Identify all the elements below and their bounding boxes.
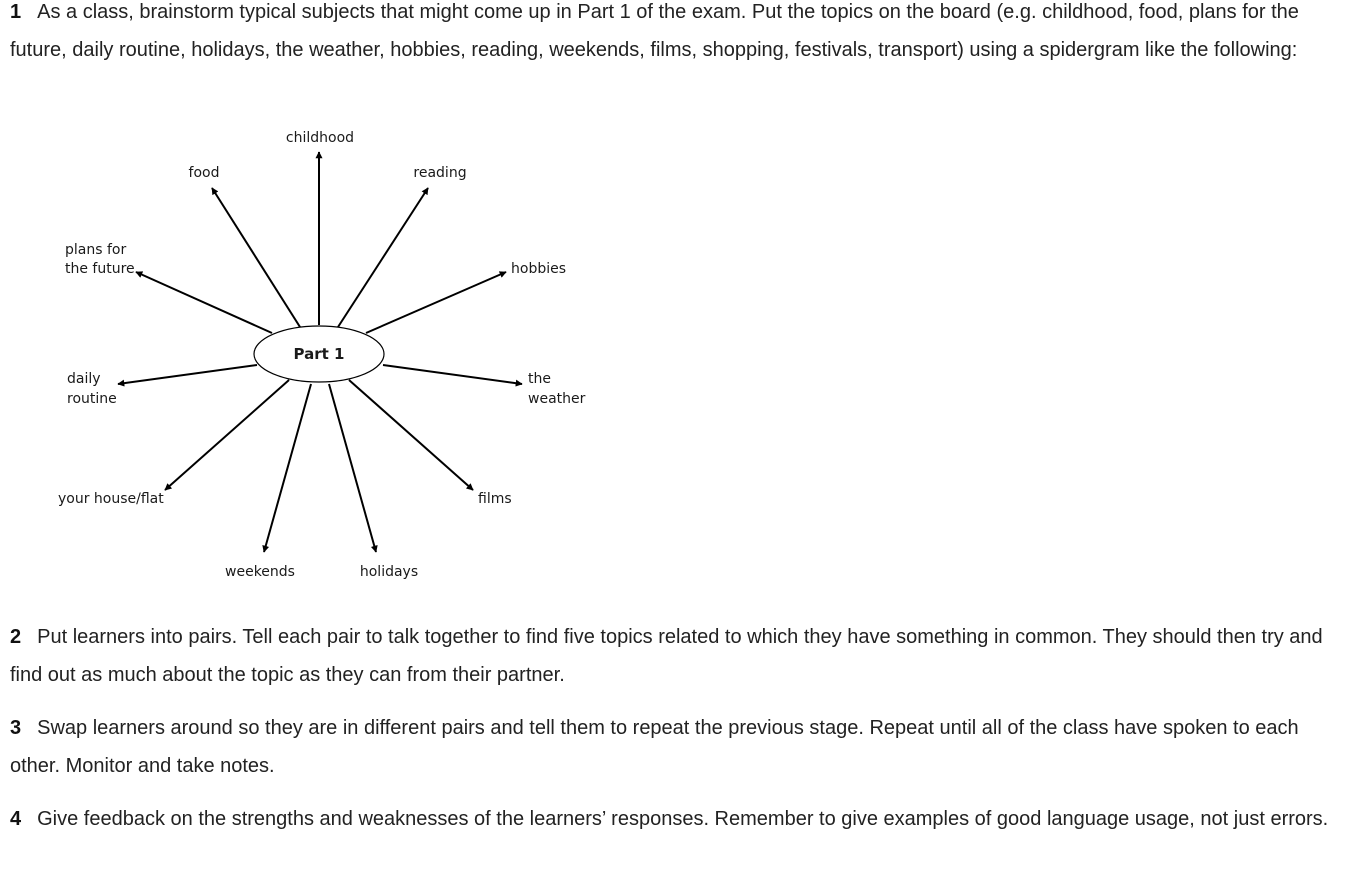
- step-text: As a class, brainstorm typical subjects that might come up in Part 1 of the exam. Put the topics on the board (e.g. childhood, food, plans for the future, daily routine, holidays, the weather, hobbies, reading, weekends, films, shopping, festivals, transport) using a spidergram like the following:: [10, 1, 1299, 61]
- arrow-hobbies: [366, 272, 506, 333]
- topic-plans-line1: plans for: [65, 242, 127, 258]
- arrow-house: [165, 380, 289, 490]
- topic-hobbies: hobbies: [511, 261, 567, 277]
- topic-daily-line2: routine: [67, 391, 117, 407]
- arrow-weather: [383, 365, 522, 384]
- instruction-step-4: [10, 800, 1340, 838]
- topic-plans-line2: the future: [65, 261, 135, 277]
- topic-childhood: childhood: [285, 130, 355, 146]
- step-number: 2: [10, 626, 22, 648]
- arrow-holidays: [329, 384, 376, 552]
- instruction-step-2: [10, 618, 1340, 694]
- arrow-films: [349, 380, 473, 490]
- step-number: 4: [10, 808, 22, 830]
- topic-house: your house/flat: [58, 491, 164, 507]
- arrow-reading: [338, 188, 428, 327]
- step-number: 1: [10, 1, 22, 23]
- topic-daily-line1: daily: [67, 371, 101, 387]
- step-text: Give feedback on the strengths and weaknesses of the learners’ responses. Remember to give examples of good language usage, not just errors.: [37, 808, 1329, 830]
- instruction-step-3: [10, 709, 1340, 785]
- step-text: Put learners into pairs. Tell each pair to talk together to find five topics related to which they have something in common. They should then try and find out as much about the topic as they can from their partner.: [10, 626, 1323, 686]
- spidergram: [40, 118, 600, 588]
- arrow-food: [212, 188, 300, 327]
- center-label: Part 1: [293, 345, 345, 363]
- topic-reading: reading: [413, 165, 467, 181]
- arrow-weekends: [264, 384, 311, 552]
- step-number: 3: [10, 717, 22, 739]
- topic-food: food: [188, 165, 220, 181]
- arrow-plans: [136, 272, 272, 333]
- topic-films: films: [478, 491, 512, 507]
- topic-weather-line1: the: [528, 371, 551, 387]
- topic-holidays: holidays: [359, 564, 419, 580]
- instruction-step-1: [10, 0, 1340, 69]
- topic-weekends: weekends: [225, 564, 295, 580]
- topic-weather-line2: weather: [528, 391, 586, 407]
- step-text: Swap learners around so they are in different pairs and tell them to repeat the previous stage. Repeat until all of the class have spoken to each other. Monitor and take notes.: [10, 717, 1299, 777]
- arrow-daily: [118, 365, 257, 384]
